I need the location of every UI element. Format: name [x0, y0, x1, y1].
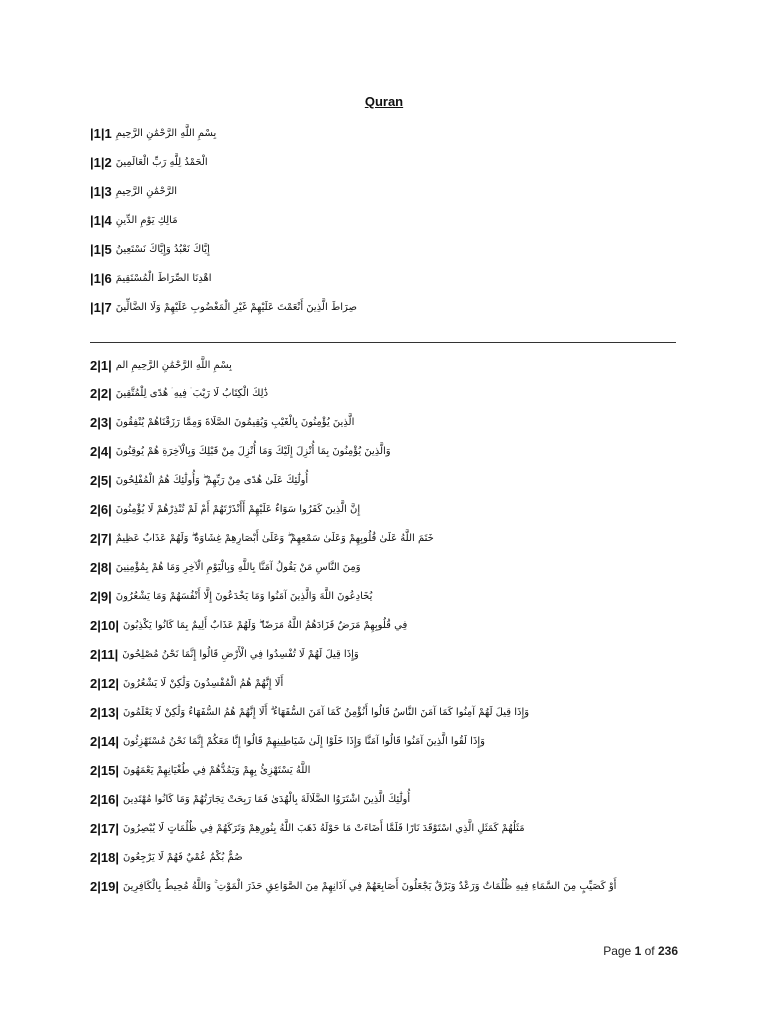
verse-reference: 2|17|	[90, 820, 119, 836]
verse-row	[90, 701, 529, 723]
verse-reference: 2|2|	[90, 385, 112, 401]
verse-reference: 2|4|	[90, 443, 112, 459]
verse-text: وَالَّذِينَ يُؤْمِنُونَ بِمَا أُنْزِلَ إِلَيْكَ وَمَا أُنْزِلَ مِنْ قَبْلِكَ وَبِالْآخِرَةِ هُمْ يُوقِنُونَ	[115, 445, 391, 457]
verse-reference: 2|19|	[90, 878, 119, 894]
verse-text: مَثَلُهُمْ كَمَثَلِ الَّذِي اسْتَوْقَدَ نَارًا فَلَمَّا أَضَاءَتْ مَا حَوْلَهُ ذَهَبَ اللَّهُ بِنُورِهِمْ وَتَرَكَهُمْ فِي ظُلُمَاتٍ لَا يُبْصِرُونَ	[122, 822, 525, 834]
verse-row	[90, 354, 232, 376]
verse-reference: 2|1|	[90, 357, 112, 373]
verse-reference: 2|5|	[90, 472, 112, 488]
verse-row	[90, 411, 354, 433]
verse-row	[90, 846, 243, 868]
verse-text: ذَٰلِكَ الْكِتَابُ لَا رَيْبَ ۛ فِيهِ ۛ هُدًى لِلْمُتَّقِينَ	[115, 387, 269, 399]
verse-row	[90, 151, 208, 173]
verse-row	[90, 643, 359, 665]
verse-reference: 2|16|	[90, 791, 119, 807]
verse-text: إِيَّاكَ نَعْبُدُ وَإِيَّاكَ نَسْتَعِينُ	[115, 243, 210, 255]
verse-row	[90, 469, 308, 491]
current-page-number: 1	[634, 944, 642, 958]
verse-row	[90, 672, 283, 694]
verse-reference: 2|3|	[90, 414, 112, 430]
total-pages: 236	[657, 944, 678, 958]
verse-reference: |1|4	[90, 212, 112, 228]
section-divider	[90, 342, 676, 343]
verse-text: وَإِذَا قِيلَ لَهُمْ آمِنُوا كَمَا آمَنَ النَّاسُ قَالُوا أَنُؤْمِنُ كَمَا آمَنَ السُّفَهَاءُ ۗ أَلَا إِنَّهُمْ هُمُ السُّفَهَاءُ وَلَٰكِنْ لَا يَعْلَمُونَ	[122, 706, 530, 718]
verse-row	[90, 614, 407, 636]
verse-text: اهْدِنَا الصِّرَاطَ الْمُسْتَقِيمَ	[115, 272, 212, 284]
verse-text: الرَّحْمَٰنِ الرَّحِيمِ	[115, 185, 178, 197]
verse-text: اللَّهُ يَسْتَهْزِئُ بِهِمْ وَيَمُدُّهُمْ فِي طُغْيَانِهِمْ يَعْمَهُونَ	[122, 764, 311, 776]
verse-text: وَمِنَ النَّاسِ مَنْ يَقُولُ آمَنَّا بِاللَّهِ وَبِالْيَوْمِ الْآخِرِ وَمَا هُمْ بِمُؤْمِنِينَ	[115, 561, 361, 573]
verse-text: مَالِكِ يَوْمِ الدِّينِ	[115, 214, 178, 226]
verse-text: أَلَا إِنَّهُمْ هُمُ الْمُفْسِدُونَ وَلَٰكِنْ لَا يَشْعُرُونَ	[122, 677, 284, 689]
verse-text: أُولَٰئِكَ عَلَىٰ هُدًى مِنْ رَبِّهِمْ ۖ وَأُولَٰئِكَ هُمُ الْمُفْلِحُونَ	[115, 474, 309, 486]
verse-row	[90, 556, 361, 578]
document-title: Quran	[364, 94, 404, 109]
verse-reference: |1|2	[90, 154, 112, 170]
verse-row	[90, 817, 525, 839]
verse-text: يُخَادِعُونَ اللَّهَ وَالَّذِينَ آمَنُوا وَمَا يَخْدَعُونَ إِلَّا أَنْفُسَهُمْ وَمَا يَشْعُرُونَ	[115, 590, 373, 602]
verse-text: أَوْ كَصَيِّبٍ مِنَ السَّمَاءِ فِيهِ ظُلُمَاتٌ وَرَعْدٌ وَبَرْقٌ يَجْعَلُونَ أَصَابِعَهُمْ فِي آذَانِهِمْ مِنَ الصَّوَاعِقِ حَذَرَ الْمَوْتِ ۚ وَاللَّهُ مُحِيطٌ بِالْكَافِرِينَ	[122, 880, 617, 892]
verse-text: إِنَّ الَّذِينَ كَفَرُوا سَوَاءٌ عَلَيْهِمْ أَأَنْذَرْتَهُمْ أَمْ لَمْ تُنْذِرْهُمْ لَا يُؤْمِنُونَ	[115, 503, 361, 515]
verse-reference: 2|13|	[90, 704, 119, 720]
verse-row	[90, 382, 268, 404]
page-label: Page	[603, 944, 632, 958]
verse-text: خَتَمَ اللَّهُ عَلَىٰ قُلُوبِهِمْ وَعَلَىٰ سَمْعِهِمْ ۖ وَعَلَىٰ أَبْصَارِهِمْ غِشَاوَةٌ ۖ وَلَهُمْ عَذَابٌ عَظِيمٌ	[115, 532, 434, 544]
verse-reference: 2|12|	[90, 675, 119, 691]
verse-text: وَإِذَا قِيلَ لَهُمْ لَا تُفْسِدُوا فِي الْأَرْضِ قَالُوا إِنَّمَا نَحْنُ مُصْلِحُونَ	[122, 648, 359, 660]
verse-text: صُمٌّ بُكْمٌ عُمْيٌ فَهُمْ لَا يَرْجِعُونَ	[122, 851, 243, 863]
verse-row	[90, 730, 485, 752]
of-label: of	[644, 944, 655, 958]
verse-reference: |1|5	[90, 241, 112, 257]
verse-row	[90, 238, 210, 260]
verse-reference: 2|15|	[90, 762, 119, 778]
verse-row	[90, 498, 360, 520]
verse-row	[90, 440, 391, 462]
verse-row	[90, 296, 357, 318]
verse-reference: |1|3	[90, 183, 112, 199]
verse-reference: 2|11|	[90, 646, 119, 662]
verse-text: وَإِذَا لَقُوا الَّذِينَ آمَنُوا قَالُوا آمَنَّا وَإِذَا خَلَوْا إِلَىٰ شَيَاطِينِهِمْ قَالُوا إِنَّا مَعَكُمْ إِنَّمَا نَحْنُ مُسْتَهْزِئُونَ	[122, 735, 485, 747]
page-counter	[603, 944, 678, 958]
verse-text: بِسْمِ اللَّهِ الرَّحْمَٰنِ الرَّحِيمِ الم	[115, 359, 232, 371]
verse-row	[90, 122, 216, 144]
verse-row	[90, 180, 177, 202]
verse-text: الَّذِينَ يُؤْمِنُونَ بِالْغَيْبِ وَيُقِيمُونَ الصَّلَاةَ وَمِمَّا رَزَقْنَاهُمْ يُنْفِقُونَ	[115, 416, 355, 428]
verse-row	[90, 759, 310, 781]
verse-text: بِسْمِ اللَّهِ الرَّحْمَٰنِ الرَّحِيمِ	[115, 127, 217, 139]
verse-text: أُولَٰئِكَ الَّذِينَ اشْتَرَوُا الضَّلَالَةَ بِالْهُدَىٰ فَمَا رَبِحَتْ تِجَارَتُهُمْ وَمَا كَانُوا مُهْتَدِينَ	[122, 793, 411, 805]
verse-row	[90, 585, 372, 607]
verse-reference: 2|7|	[90, 530, 112, 546]
verse-row	[90, 527, 434, 549]
verse-text: الْحَمْدُ لِلَّهِ رَبِّ الْعَالَمِينَ	[115, 156, 208, 168]
verse-text: فِي قُلُوبِهِمْ مَرَضٌ فَزَادَهُمُ اللَّهُ مَرَضًا ۖ وَلَهُمْ عَذَابٌ أَلِيمٌ بِمَا كَانُوا يَكْذِبُونَ	[122, 619, 408, 631]
verse-row	[90, 788, 410, 810]
verse-reference: |1|7	[90, 299, 112, 315]
verse-row	[90, 875, 616, 897]
verse-row	[90, 267, 212, 289]
verse-reference: 2|10|	[90, 617, 119, 633]
verse-reference: 2|6|	[90, 501, 112, 517]
verse-row	[90, 209, 178, 231]
verse-reference: 2|14|	[90, 733, 119, 749]
verse-reference: 2|8|	[90, 559, 112, 575]
verse-reference: 2|18|	[90, 849, 119, 865]
verse-text: صِرَاطَ الَّذِينَ أَنْعَمْتَ عَلَيْهِمْ غَيْرِ الْمَغْضُوبِ عَلَيْهِمْ وَلَا الضَّالِّينَ	[115, 301, 357, 313]
verse-reference: |1|1	[90, 125, 112, 141]
verse-reference: 2|9|	[90, 588, 112, 604]
verse-reference: |1|6	[90, 270, 112, 286]
